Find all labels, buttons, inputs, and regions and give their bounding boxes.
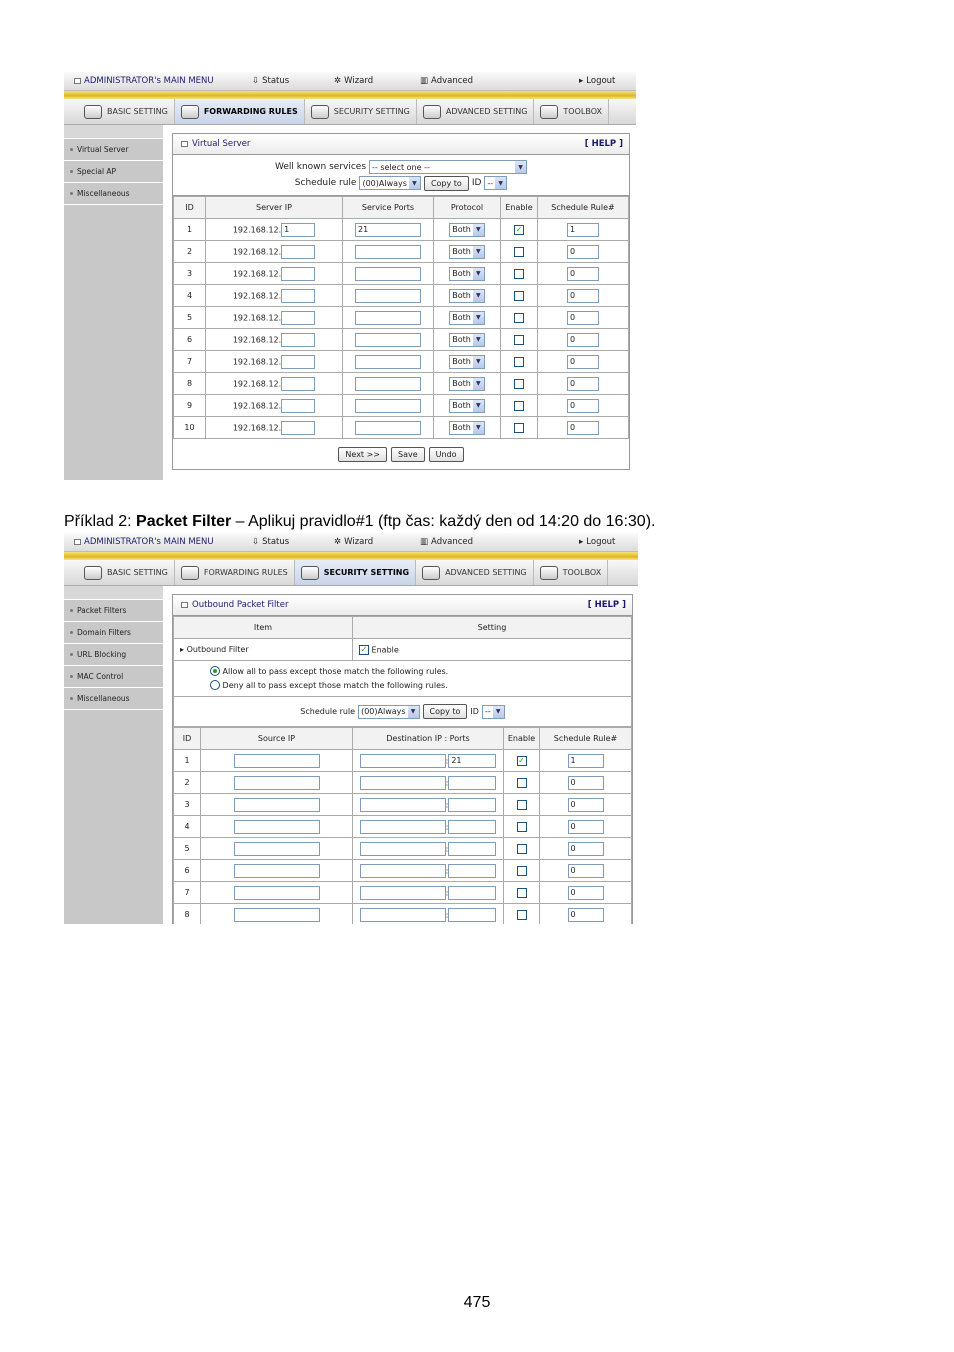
row-id: 5 — [174, 838, 201, 860]
well-known-select[interactable]: -- select one -- ▼ — [369, 160, 527, 174]
arrow-right-icon: ▸ — [579, 537, 584, 547]
arrow-right-icon: ▸ — [579, 76, 584, 86]
table-header-row: ID Source IP Destination IP : Ports Enable Schedule Rule# — [174, 728, 632, 750]
save-button[interactable]: Save — [391, 447, 425, 462]
advanced-link[interactable]: ▥ Advanced — [420, 76, 474, 86]
virtual-server-screenshot — [64, 72, 636, 480]
enable-checkbox[interactable] — [517, 888, 527, 898]
tab-forwarding-rules[interactable]: FORWARDING RULES — [175, 560, 295, 585]
bullet-icon — [70, 609, 73, 612]
chevron-down-icon: ▼ — [473, 224, 484, 236]
table-row: 5 : 0 — [174, 838, 632, 860]
schedule-rule-input[interactable]: 0 — [567, 333, 599, 347]
schedule-rule-input[interactable]: 0 — [568, 798, 604, 812]
source-ip-input[interactable] — [234, 776, 320, 790]
admin-main-menu[interactable]: ADMINISTRATOR's MAIN MENU — [74, 76, 214, 86]
destination-ip-input[interactable] — [360, 864, 446, 878]
ip-prefix: 192.168.12. — [232, 379, 282, 388]
table-row: 3 : 0 — [174, 794, 632, 816]
enable-checkbox[interactable] — [517, 866, 527, 876]
service-ports-input[interactable] — [355, 311, 421, 325]
table-row: 6 : 0 — [174, 860, 632, 882]
enable-checkbox[interactable] — [514, 357, 524, 367]
sidebar-item-domain-filters[interactable]: Domain Filters — [64, 622, 163, 644]
chevron-down-icon: ▼ — [473, 378, 484, 390]
schedule-rule-input[interactable]: 0 — [568, 886, 604, 900]
server-ip-input[interactable] — [281, 399, 315, 413]
bullet-icon — [70, 697, 73, 700]
destination-ip-input[interactable] — [360, 908, 446, 922]
menu-icon — [74, 78, 81, 84]
status-link[interactable]: ⇩ Status — [252, 537, 290, 547]
table-row — [174, 351, 629, 373]
main-nav — [64, 560, 638, 586]
sidebar — [64, 125, 163, 480]
enable-checkbox[interactable]: ✓ — [515, 224, 523, 234]
panel-title: Virtual Server — [192, 139, 251, 149]
server-ip-input[interactable] — [281, 421, 315, 435]
table-row — [174, 307, 629, 329]
packet-filter-table — [173, 727, 632, 924]
row-id: 2 — [174, 772, 201, 794]
table-row — [174, 373, 629, 395]
protocol-select[interactable]: Both ▼ — [449, 399, 485, 413]
bullet-icon — [70, 192, 73, 195]
service-ports-input[interactable] — [355, 245, 421, 259]
arrow-right-icon: ▸ — [180, 645, 187, 654]
ip-prefix: 192.168.12. — [232, 313, 282, 322]
destination-ip-input[interactable] — [360, 842, 446, 856]
table-row: 4 : 0 — [174, 816, 632, 838]
sidebar-header — [64, 125, 163, 139]
schedule-rule-input[interactable]: 0 — [567, 289, 599, 303]
sidebar-item-url-blocking[interactable]: URL Blocking — [64, 644, 163, 666]
row-id: 9 — [174, 395, 206, 417]
logout-link[interactable]: ▸ Logout — [579, 537, 616, 547]
schedule-rule-input[interactable]: 0 — [568, 820, 604, 834]
admin-main-menu[interactable]: ADMINISTRATOR's MAIN MENU — [74, 537, 214, 547]
ip-prefix: 192.168.12. — [232, 291, 282, 300]
row-id: 7 — [174, 351, 206, 373]
enable-checkbox[interactable] — [514, 313, 524, 323]
deny-radio[interactable] — [210, 680, 220, 690]
server-ip-input[interactable] — [281, 355, 315, 369]
sidebar-item-miscellaneous[interactable]: Miscellaneous — [64, 183, 163, 205]
gold-stripe — [64, 91, 636, 99]
destination-ip-input[interactable] — [360, 820, 446, 834]
service-ports-input[interactable]: 21 — [355, 223, 421, 237]
source-ip-input[interactable] — [234, 754, 320, 768]
schedule-rule-select[interactable]: (00)Always ▼ — [358, 705, 419, 719]
top-menu-bar — [64, 533, 638, 552]
panel-icon — [181, 141, 188, 147]
enable-checkbox[interactable] — [514, 291, 524, 301]
protocol-select[interactable]: Both ▼ — [449, 333, 485, 347]
sidebar-item-miscellaneous[interactable]: Miscellaneous — [64, 688, 163, 710]
destination-ip-input[interactable] — [360, 776, 446, 790]
sidebar-item-mac-control[interactable]: MAC Control — [64, 666, 163, 688]
id-select[interactable]: -- ▼ — [482, 705, 505, 719]
service-ports-input[interactable] — [355, 289, 421, 303]
schedule-rule-input[interactable]: 1 — [568, 754, 604, 768]
table-row — [174, 263, 629, 285]
copy-to-button[interactable]: Copy to — [424, 176, 469, 191]
destination-port-input[interactable] — [448, 864, 496, 878]
wizard-link[interactable]: ✲ Wizard — [334, 76, 374, 86]
protocol-select[interactable]: Both ▼ — [449, 289, 485, 303]
shield-icon — [311, 105, 329, 119]
schedule-rule-input[interactable]: 0 — [568, 908, 604, 922]
bullet-icon — [70, 653, 73, 656]
schedule-rule-input[interactable]: 0 — [567, 245, 599, 259]
enable-checkbox[interactable] — [517, 822, 527, 832]
destination-port-input[interactable] — [448, 776, 496, 790]
id-select[interactable]: -- ▼ — [484, 176, 507, 190]
tab-advanced-setting[interactable]: ADVANCED SETTING — [416, 560, 534, 585]
schedule-rule-input[interactable]: 0 — [568, 842, 604, 856]
protocol-select[interactable]: Both ▼ — [449, 267, 485, 281]
chevron-down-icon: ▼ — [515, 161, 526, 173]
gold-stripe — [64, 552, 638, 560]
table-row — [174, 417, 629, 439]
schedule-rule-input[interactable]: 0 — [567, 377, 599, 391]
enable-checkbox[interactable] — [517, 910, 527, 920]
enable-checkbox[interactable] — [514, 401, 524, 411]
schedule-rule-input[interactable]: 0 — [568, 776, 604, 790]
id-label: ID — [470, 707, 479, 716]
packet-filter-screenshot — [64, 533, 638, 924]
chevron-down-icon: ▼ — [473, 334, 484, 346]
source-ip-input[interactable] — [234, 820, 320, 834]
server-ip-input[interactable] — [281, 311, 315, 325]
enable-checkbox[interactable] — [514, 335, 524, 345]
table-row — [174, 329, 629, 351]
table-row: 8 : 0 — [174, 904, 632, 925]
source-ip-input[interactable] — [234, 864, 320, 878]
enable-checkbox[interactable] — [514, 379, 524, 389]
service-ports-input[interactable] — [355, 267, 421, 281]
tab-toolbox[interactable]: TOOLBOX — [534, 99, 609, 124]
schedule-rule-input[interactable]: 0 — [567, 267, 599, 281]
tab-advanced-setting[interactable]: ADVANCED SETTING — [417, 99, 535, 124]
schedule-rule-input[interactable]: 0 — [567, 311, 599, 325]
example-caption: Příklad 2: Packet Filter – Aplikuj pravidlo#1 (ftp čas: každý den od 14:20 do 16:30). — [64, 513, 656, 530]
table-row: 7 : 0 — [174, 882, 632, 904]
services-form — [173, 155, 629, 196]
service-ports-input[interactable] — [355, 355, 421, 369]
service-ports-input[interactable] — [355, 377, 421, 391]
chevron-down-icon: ▼ — [408, 706, 419, 718]
destination-ip-input[interactable] — [360, 886, 446, 900]
ip-prefix: 192.168.12. — [232, 247, 282, 256]
service-ports-input[interactable] — [355, 421, 421, 435]
ip-prefix: 192.168.12. — [232, 401, 282, 410]
wizard-icon: ✲ — [334, 537, 342, 547]
hand-icon — [181, 566, 199, 580]
enable-checkbox[interactable] — [517, 800, 527, 810]
tab-security-setting[interactable]: SECURITY SETTING — [295, 560, 416, 585]
sidebar-header — [64, 586, 163, 600]
advanced-link[interactable]: ▥ Advanced — [420, 537, 474, 547]
destination-port-input[interactable] — [448, 842, 496, 856]
bullet-icon — [70, 170, 73, 173]
form-buttons — [173, 439, 629, 469]
row-id: 2 — [174, 241, 206, 263]
panel-title: Outbound Packet Filter — [192, 600, 289, 610]
chevron-down-icon: ▼ — [495, 177, 506, 189]
wizard-link[interactable]: ✲ Wizard — [334, 537, 374, 547]
row-id: 4 — [174, 816, 201, 838]
bullet-icon — [70, 631, 73, 634]
server-ip-input[interactable] — [281, 267, 315, 281]
bullet-icon — [70, 675, 73, 678]
server-ip-input[interactable] — [281, 289, 315, 303]
schedule-rule-input[interactable]: 0 — [567, 399, 599, 413]
menu-icon — [74, 539, 81, 545]
table-row: 2 : 0 — [174, 772, 632, 794]
sidebar — [64, 586, 163, 924]
enable-checkbox[interactable] — [517, 778, 527, 788]
row-id: 8 — [174, 904, 201, 925]
source-ip-input[interactable] — [234, 908, 320, 922]
protocol-select[interactable]: Both ▼ — [449, 355, 485, 369]
content-area — [64, 586, 638, 924]
destination-port-input[interactable] — [448, 798, 496, 812]
hand-icon — [181, 105, 199, 119]
table-row — [174, 285, 629, 307]
outbound-enable-checkbox[interactable]: ✓ — [360, 644, 368, 654]
chevron-down-icon: ▼ — [473, 246, 484, 258]
advanced-icon: ▥ — [420, 537, 429, 547]
row-id: 6 — [174, 329, 206, 351]
advanced-icon: ▥ — [420, 76, 429, 86]
ip-prefix: 192.168.12. — [232, 225, 282, 234]
page-number: 475 — [463, 1294, 491, 1311]
server-ip-input[interactable] — [281, 377, 315, 391]
schedule-rule-label: Schedule rule — [300, 707, 356, 716]
gear-icon — [422, 566, 440, 580]
packet-filter-panel — [172, 594, 633, 924]
ip-prefix: 192.168.12. — [232, 357, 282, 366]
virtual-server-table — [173, 196, 629, 439]
schedule-row — [174, 697, 632, 727]
destination-port-input[interactable] — [448, 886, 496, 900]
panel-header — [173, 595, 632, 616]
folder-icon — [84, 105, 102, 119]
sidebar-item-special-ap[interactable]: Special AP — [64, 161, 163, 183]
wizard-icon: ✲ — [334, 76, 342, 86]
schedule-rule-input[interactable]: 0 — [567, 421, 599, 435]
destination-port-input[interactable] — [448, 908, 496, 922]
table-header-row: ID Server IP Service Ports Protocol Enable Schedule Rule# — [174, 197, 629, 219]
source-ip-input[interactable] — [234, 798, 320, 812]
source-ip-input[interactable] — [234, 886, 320, 900]
server-ip-input[interactable] — [281, 245, 315, 259]
table-row — [174, 219, 629, 241]
gear-icon — [423, 105, 441, 119]
row-id: 8 — [174, 373, 206, 395]
chevron-down-icon: ▼ — [473, 312, 484, 324]
chevron-down-icon: ▼ — [493, 706, 504, 718]
row-id: 4 — [174, 285, 206, 307]
enable-checkbox[interactable] — [517, 844, 527, 854]
chevron-down-icon: ▼ — [473, 356, 484, 368]
server-ip-input[interactable]: 1 — [281, 223, 315, 237]
chevron-down-icon: ▼ — [473, 268, 484, 280]
tab-basic-setting[interactable]: BASIC SETTING — [78, 560, 175, 585]
protocol-select[interactable]: Both ▼ — [449, 223, 485, 237]
ip-prefix: 192.168.12. — [232, 269, 282, 278]
chevron-down-icon: ▼ — [473, 290, 484, 302]
status-link[interactable]: ⇩ Status — [252, 76, 290, 86]
tab-forwarding-rules[interactable]: FORWARDING RULES — [175, 99, 305, 124]
sidebar-item-packet-filters[interactable]: Packet Filters — [64, 600, 163, 622]
row-id: 5 — [174, 307, 206, 329]
help-link[interactable]: [ HELP ] — [584, 139, 623, 149]
toolbox-icon — [540, 105, 558, 119]
destination-ip-input[interactable] — [360, 798, 446, 812]
status-icon: ⇩ — [252, 537, 260, 547]
table-row: 1 : 21 ✓ 1 — [174, 750, 632, 772]
sidebar-item-virtual-server[interactable]: Virtual Server — [64, 139, 163, 161]
outbound-filter-row: ▸ Outbound Filter ✓ Enable — [174, 639, 632, 661]
folder-icon — [84, 566, 102, 580]
outbound-filter-label: Outbound Filter — [186, 645, 249, 654]
tab-basic-setting[interactable]: BASIC SETTING — [78, 99, 175, 124]
help-link[interactable]: [ HELP ] — [587, 600, 626, 610]
well-known-label: Well known services — [274, 162, 367, 172]
schedule-rule-label: Schedule rule — [294, 178, 357, 188]
schedule-rule-input[interactable]: 1 — [567, 223, 599, 237]
policy-row: Allow all to pass except those match the following rules. Deny all to pass except those match the following rules. — [174, 661, 632, 697]
destination-port-input[interactable]: 21 — [448, 754, 496, 768]
server-ip-input[interactable] — [281, 333, 315, 347]
copy-to-button[interactable]: Copy to — [423, 704, 468, 719]
ip-prefix: 192.168.12. — [232, 423, 282, 432]
protocol-select[interactable]: Both ▼ — [449, 245, 485, 259]
enable-checkbox[interactable] — [514, 247, 524, 257]
row-id: 6 — [174, 860, 201, 882]
table-row — [174, 395, 629, 417]
table-row — [174, 241, 629, 263]
status-icon: ⇩ — [252, 76, 260, 86]
enable-checkbox[interactable]: ✓ — [518, 755, 525, 765]
row-id: 3 — [174, 794, 201, 816]
service-ports-input[interactable] — [355, 333, 421, 347]
row-id: 1 — [174, 750, 201, 772]
source-ip-input[interactable] — [234, 842, 320, 856]
allow-radio[interactable] — [210, 666, 220, 676]
destination-port-input[interactable] — [448, 820, 496, 834]
panel-header — [173, 134, 629, 155]
row-id: 1 — [174, 219, 206, 241]
table-header-row: Item Setting — [174, 617, 632, 639]
protocol-select[interactable]: Both ▼ — [449, 311, 485, 325]
schedule-rule-select[interactable]: (00)Always ▼ — [359, 176, 420, 190]
bullet-icon — [70, 148, 73, 151]
row-id: 10 — [174, 417, 206, 439]
next-button[interactable]: Next >> — [338, 447, 387, 462]
shield-icon — [301, 566, 319, 580]
main-nav — [64, 99, 636, 125]
row-id: 3 — [174, 263, 206, 285]
id-label: ID — [471, 178, 482, 188]
enable-checkbox[interactable] — [514, 423, 524, 433]
virtual-server-panel — [172, 133, 630, 470]
protocol-select[interactable]: Both ▼ — [449, 421, 485, 435]
protocol-select[interactable]: Both ▼ — [449, 377, 485, 391]
chevron-down-icon: ▼ — [473, 422, 484, 434]
schedule-rule-input[interactable]: 0 — [568, 864, 604, 878]
undo-button[interactable]: Undo — [429, 447, 464, 462]
tab-toolbox[interactable]: TOOLBOX — [534, 560, 609, 585]
tab-security-setting[interactable]: SECURITY SETTING — [305, 99, 417, 124]
toolbox-icon — [540, 566, 558, 580]
enable-checkbox[interactable] — [514, 269, 524, 279]
chevron-down-icon: ▼ — [473, 400, 484, 412]
schedule-rule-input[interactable]: 0 — [567, 355, 599, 369]
ip-prefix: 192.168.12. — [232, 335, 282, 344]
logout-link[interactable]: ▸ Logout — [579, 76, 616, 86]
filter-settings-table — [173, 616, 632, 727]
content-area — [64, 125, 636, 480]
top-menu-bar — [64, 72, 636, 91]
service-ports-input[interactable] — [355, 399, 421, 413]
row-id: 7 — [174, 882, 201, 904]
destination-ip-input[interactable] — [360, 754, 446, 768]
chevron-down-icon: ▼ — [409, 177, 420, 189]
panel-icon — [181, 602, 188, 608]
